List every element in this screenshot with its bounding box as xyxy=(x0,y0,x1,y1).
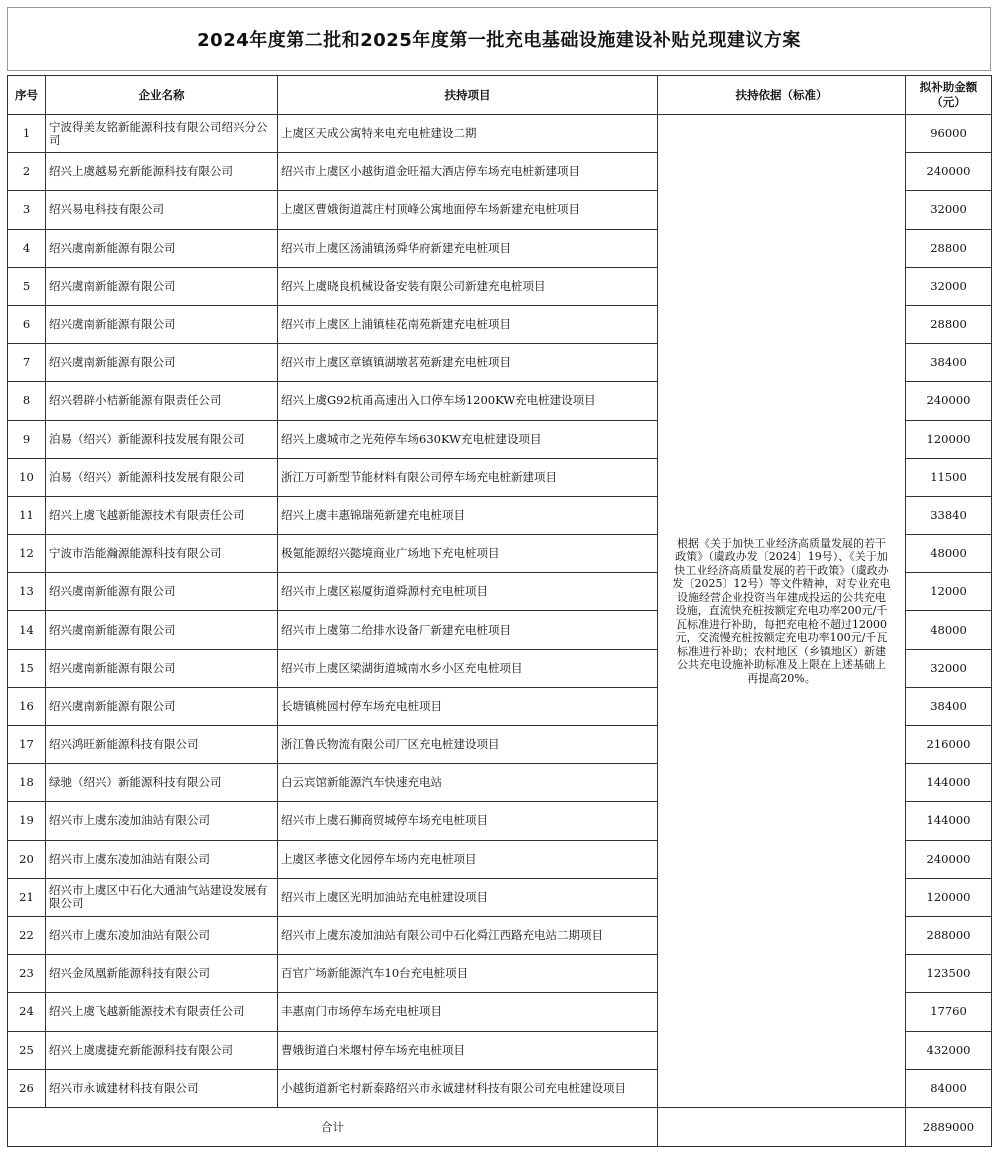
row-project xyxy=(278,229,658,267)
row-project xyxy=(278,344,658,382)
row-index-text: 12 xyxy=(19,546,34,561)
document-title: 2024年度第二批和2025年度第一批充电基础设施建设补贴兑现建议方案 xyxy=(197,30,801,51)
row-amount-text: 240000 xyxy=(926,851,971,866)
row-project-text: 浙江万可新型节能材料有限公司停车场充电桩新建项目 xyxy=(281,469,557,484)
row-index xyxy=(8,382,46,420)
row-company-text: 绍兴市永诚建材科技有限公司 xyxy=(49,1080,199,1095)
row-project xyxy=(278,764,658,802)
row-amount xyxy=(906,344,992,382)
support-basis: 根据《关于加快工业经济高质量发展的若干政策》（虞政办发〔2024〕19号）、《关于加快工业经济高质量发展的若干政策》（虞政办发〔2025〕12号）等文件精神，对专业充电设施经营企业投资当年建成投运的公共充电设施，直流快充桩按额定充电功率200元/千瓦标准进行补助，每把充电枪不超过12000元，交流慢充桩按额定充电功率100元/千瓦标准进行补助；农村地区（乡镇地区）新建公共充电设施补助标准及上限在上述基础上再提高20%。 xyxy=(658,115,906,1108)
row-amount xyxy=(906,305,992,343)
row-project-text: 丰惠南门市场停车场充电桩项目 xyxy=(281,1004,442,1019)
row-index xyxy=(8,458,46,496)
row-company-text: 绍兴虞南新能源有限公司 xyxy=(49,278,176,293)
row-amount-text: 288000 xyxy=(926,928,971,943)
row-company xyxy=(46,191,278,229)
row-index-text: 4 xyxy=(22,240,31,255)
row-index xyxy=(8,420,46,458)
total-amount: 2889000 xyxy=(906,1107,992,1146)
row-company-text: 绍兴虞南新能源有限公司 xyxy=(49,240,176,255)
row-amount xyxy=(906,687,992,725)
row-project-text: 绍兴市上虞区章镇镇湖墩茗苑新建充电桩项目 xyxy=(281,355,511,370)
row-amount-text: 432000 xyxy=(926,1042,971,1057)
subsidy-table xyxy=(7,75,992,1147)
row-company xyxy=(46,496,278,534)
header-basis: 扶持依据（标准） xyxy=(658,76,906,115)
row-amount-text: 32000 xyxy=(930,278,967,293)
header-amount xyxy=(906,76,992,115)
row-project xyxy=(278,496,658,534)
row-project xyxy=(278,611,658,649)
row-company xyxy=(46,267,278,305)
row-index-text: 21 xyxy=(19,889,34,904)
row-index xyxy=(8,955,46,993)
row-index-text: 20 xyxy=(19,851,34,866)
row-amount-text: 240000 xyxy=(926,164,971,179)
header-company: 企业名称 xyxy=(46,76,278,115)
row-company xyxy=(46,1069,278,1107)
row-amount-text: 120000 xyxy=(926,889,971,904)
total-label: 合计 xyxy=(8,1107,658,1146)
row-amount-text: 48000 xyxy=(930,546,967,561)
row-amount-text: 38400 xyxy=(930,355,967,370)
row-amount xyxy=(906,535,992,573)
row-company-text: 绍兴市上虞东凌加油站有限公司 xyxy=(49,851,210,866)
row-index-text: 6 xyxy=(22,317,31,332)
row-index xyxy=(8,496,46,534)
row-amount xyxy=(906,191,992,229)
row-index-text: 23 xyxy=(19,966,34,981)
row-project xyxy=(278,955,658,993)
row-company xyxy=(46,726,278,764)
header-index: 序号 xyxy=(8,76,46,115)
row-amount xyxy=(906,573,992,611)
row-amount-text: 11500 xyxy=(930,469,967,484)
row-index-text: 16 xyxy=(19,698,34,713)
row-amount-text: 120000 xyxy=(926,431,971,446)
row-amount-text: 144000 xyxy=(926,775,971,790)
row-project xyxy=(278,687,658,725)
row-project-text: 绍兴上虞丰惠锦瑞苑新建充电桩项目 xyxy=(281,507,465,522)
row-project xyxy=(278,573,658,611)
row-company-text: 绍兴虞南新能源有限公司 xyxy=(49,660,176,675)
row-amount xyxy=(906,955,992,993)
row-amount-text: 38400 xyxy=(930,698,967,713)
row-index-text: 26 xyxy=(19,1080,34,1095)
row-project xyxy=(278,420,658,458)
row-project xyxy=(278,802,658,840)
row-project xyxy=(278,267,658,305)
total-row xyxy=(8,1107,992,1146)
row-project xyxy=(278,305,658,343)
row-company-text: 绍兴市上虞区中石化大通油气站建设发展有限公司 xyxy=(49,883,268,911)
row-project-text: 绍兴市上虞区光明加油站充电桩建设项目 xyxy=(281,889,488,904)
row-company xyxy=(46,420,278,458)
row-index xyxy=(8,1069,46,1107)
row-company-text: 绍兴虞南新能源有限公司 xyxy=(49,584,176,599)
row-company xyxy=(46,840,278,878)
row-company-text: 绍兴鸿旺新能源科技有限公司 xyxy=(49,737,199,752)
row-index xyxy=(8,993,46,1031)
row-project-text: 长塘镇桃园村停车场充电桩项目 xyxy=(281,698,442,713)
row-company-text: 泊易（绍兴）新能源科技发展有限公司 xyxy=(49,469,245,484)
row-company-text: 绍兴上虞越易充新能源科技有限公司 xyxy=(49,164,233,179)
row-company-text: 绍兴虞南新能源有限公司 xyxy=(49,698,176,713)
row-amount xyxy=(906,420,992,458)
row-amount xyxy=(906,1031,992,1069)
row-amount xyxy=(906,1069,992,1107)
row-index xyxy=(8,267,46,305)
row-index xyxy=(8,229,46,267)
row-company xyxy=(46,955,278,993)
row-project-text: 上虞区曹娥街道蒿庄村顶峰公寓地面停车场新建充电桩项目 xyxy=(281,202,580,217)
row-amount xyxy=(906,611,992,649)
row-amount-text: 240000 xyxy=(926,393,971,408)
row-project-text: 绍兴市上虞区上浦镇桂花南苑新建充电桩项目 xyxy=(281,317,511,332)
row-project-text: 小越街道新宅村新泰路绍兴市永诚建材科技有限公司充电桩建设项目 xyxy=(281,1080,626,1095)
row-amount-text: 32000 xyxy=(930,660,967,675)
row-project xyxy=(278,649,658,687)
row-index xyxy=(8,1031,46,1069)
row-index xyxy=(8,764,46,802)
row-amount-text: 48000 xyxy=(930,622,967,637)
row-company xyxy=(46,916,278,954)
row-index xyxy=(8,726,46,764)
row-amount-text: 96000 xyxy=(930,126,967,141)
row-company xyxy=(46,573,278,611)
row-company xyxy=(46,229,278,267)
row-index xyxy=(8,115,46,153)
row-project-text: 上虞区孝德文化园停车场内充电桩项目 xyxy=(281,851,477,866)
row-company-text: 宁波得美友铭新能源科技有限公司绍兴分公司 xyxy=(49,119,268,147)
row-index-text: 19 xyxy=(19,813,34,828)
row-index xyxy=(8,649,46,687)
row-index xyxy=(8,191,46,229)
row-project-text: 曹娥街道白米堰村停车场充电桩项目 xyxy=(281,1042,465,1057)
row-project-text: 百官广场新能源汽车10台充电桩项目 xyxy=(281,966,469,981)
row-company-text: 泊易（绍兴）新能源科技发展有限公司 xyxy=(49,431,245,446)
row-company xyxy=(46,649,278,687)
row-project xyxy=(278,878,658,916)
row-amount xyxy=(906,153,992,191)
row-company-text: 绍兴虞南新能源有限公司 xyxy=(49,355,176,370)
row-index-text: 14 xyxy=(19,622,34,637)
row-project-text: 绍兴市上虞东凌加油站有限公司中石化舜江西路充电站二期项目 xyxy=(281,928,603,943)
row-company-text: 绿驰（绍兴）新能源科技有限公司 xyxy=(49,775,222,790)
row-project xyxy=(278,382,658,420)
row-amount-text: 33840 xyxy=(930,507,967,522)
row-project-text: 绍兴市上虞第二给排水设备厂新建充电桩项目 xyxy=(281,622,511,637)
row-company-text: 绍兴金凤凰新能源科技有限公司 xyxy=(49,966,210,981)
row-project-text: 绍兴上虞晓良机械设备安装有限公司新建充电桩项目 xyxy=(281,278,546,293)
row-amount xyxy=(906,993,992,1031)
row-index xyxy=(8,535,46,573)
row-company xyxy=(46,611,278,649)
row-company-text: 绍兴易电科技有限公司 xyxy=(49,202,164,217)
row-project xyxy=(278,916,658,954)
row-index-text: 13 xyxy=(19,584,34,599)
row-amount xyxy=(906,649,992,687)
row-amount xyxy=(906,802,992,840)
row-project xyxy=(278,535,658,573)
row-amount xyxy=(906,115,992,153)
row-index-text: 24 xyxy=(19,1004,34,1019)
row-index xyxy=(8,573,46,611)
row-project-text: 绍兴上虞城市之光苑停车场630KW充电桩建设项目 xyxy=(281,431,542,446)
row-company xyxy=(46,878,278,916)
row-company-text: 绍兴碧辟小桔新能源有限责任公司 xyxy=(49,393,222,408)
row-amount-text: 17760 xyxy=(930,1004,967,1019)
row-index-text: 1 xyxy=(22,126,31,141)
row-project-text: 绍兴市上虞区汤浦镇汤舜华府新建充电桩项目 xyxy=(281,240,511,255)
row-project xyxy=(278,993,658,1031)
row-index xyxy=(8,802,46,840)
row-company xyxy=(46,764,278,802)
row-project-text: 绍兴市上虞区崧厦街道舜源村充电桩项目 xyxy=(281,584,488,599)
row-project xyxy=(278,840,658,878)
row-project xyxy=(278,191,658,229)
row-company-text: 宁波市浩能瀚源能源科技有限公司 xyxy=(49,546,222,561)
row-index xyxy=(8,878,46,916)
row-project xyxy=(278,1069,658,1107)
row-index xyxy=(8,153,46,191)
row-project-text: 浙江鲁氏物流有限公司厂区充电桩建设项目 xyxy=(281,737,500,752)
row-index-text: 3 xyxy=(22,202,31,217)
row-amount xyxy=(906,726,992,764)
row-company xyxy=(46,115,278,153)
row-company xyxy=(46,305,278,343)
row-index xyxy=(8,344,46,382)
row-amount xyxy=(906,382,992,420)
row-project xyxy=(278,115,658,153)
row-company-text: 绍兴市上虞东凌加油站有限公司 xyxy=(49,813,210,828)
row-project xyxy=(278,726,658,764)
row-company xyxy=(46,687,278,725)
row-project-text: 绍兴上虞G92杭甬高速出入口停车场1200KW充电桩建设项目 xyxy=(281,393,596,408)
row-index xyxy=(8,840,46,878)
row-amount xyxy=(906,458,992,496)
row-project-text: 极氪能源绍兴懿境商业广场地下充电桩项目 xyxy=(281,546,500,561)
row-index-text: 17 xyxy=(19,737,34,752)
row-amount-text: 28800 xyxy=(930,240,967,255)
row-company xyxy=(46,535,278,573)
row-company xyxy=(46,802,278,840)
row-index-text: 22 xyxy=(19,928,34,943)
row-index-text: 10 xyxy=(19,469,34,484)
row-amount xyxy=(906,878,992,916)
row-company xyxy=(46,458,278,496)
row-project-text: 绍兴市上虞区梁湖街道城南水乡小区充电桩项目 xyxy=(281,660,523,675)
row-project-text: 上虞区天成公寓特来电充电桩建设二期 xyxy=(281,126,477,141)
row-company xyxy=(46,153,278,191)
row-amount-text: 84000 xyxy=(930,1080,967,1095)
row-company xyxy=(46,382,278,420)
row-amount xyxy=(906,916,992,954)
row-project xyxy=(278,1031,658,1069)
row-index-text: 7 xyxy=(22,355,31,370)
row-index-text: 2 xyxy=(22,164,31,179)
row-company xyxy=(46,1031,278,1069)
row-index-text: 9 xyxy=(22,431,31,446)
row-index xyxy=(8,305,46,343)
row-amount-text: 28800 xyxy=(930,317,967,332)
row-amount-text: 123500 xyxy=(926,966,971,981)
row-project xyxy=(278,458,658,496)
row-index-text: 25 xyxy=(19,1042,34,1057)
row-company-text: 绍兴市上虞东凌加油站有限公司 xyxy=(49,928,210,943)
row-project-text: 绍兴市上虞区小越街道金旺福大酒店停车场充电桩新建项目 xyxy=(281,164,580,179)
row-company xyxy=(46,993,278,1031)
row-amount xyxy=(906,840,992,878)
row-company-text: 绍兴虞南新能源有限公司 xyxy=(49,317,176,332)
row-amount xyxy=(906,267,992,305)
row-company xyxy=(46,344,278,382)
row-company-text: 绍兴上虞飞越新能源技术有限责任公司 xyxy=(49,507,245,522)
header-amount-line2: （元） xyxy=(931,95,966,109)
row-amount xyxy=(906,496,992,534)
row-amount-text: 12000 xyxy=(930,584,967,599)
row-index-text: 11 xyxy=(19,507,34,522)
row-company-text: 绍兴上虞飞越新能源技术有限责任公司 xyxy=(49,1004,245,1019)
row-index-text: 18 xyxy=(19,775,34,790)
document-sheet xyxy=(7,7,991,1147)
row-project-text: 绍兴市上虞石狮商贸城停车场充电桩项目 xyxy=(281,813,488,828)
header-project: 扶持项目 xyxy=(278,76,658,115)
title-box xyxy=(7,7,991,71)
table-row xyxy=(8,115,992,153)
row-project xyxy=(278,153,658,191)
row-company-text: 绍兴上虞虞捷充新能源科技有限公司 xyxy=(49,1042,233,1057)
header-amount-line1: 拟补助金额 xyxy=(919,80,978,94)
row-amount xyxy=(906,229,992,267)
row-company-text: 绍兴虞南新能源有限公司 xyxy=(49,622,176,637)
row-amount-text: 216000 xyxy=(926,737,971,752)
row-amount xyxy=(906,764,992,802)
row-index xyxy=(8,687,46,725)
header-row xyxy=(8,76,992,115)
table-body xyxy=(8,115,992,1108)
row-project-text: 白云宾馆新能源汽车快速充电站 xyxy=(281,775,442,790)
row-index xyxy=(8,916,46,954)
total-basis-empty xyxy=(658,1107,906,1146)
row-index-text: 5 xyxy=(22,278,31,293)
row-index-text: 8 xyxy=(22,393,31,408)
row-index-text: 15 xyxy=(19,660,34,675)
row-amount-text: 32000 xyxy=(930,202,967,217)
row-amount-text: 144000 xyxy=(926,813,971,828)
row-index xyxy=(8,611,46,649)
